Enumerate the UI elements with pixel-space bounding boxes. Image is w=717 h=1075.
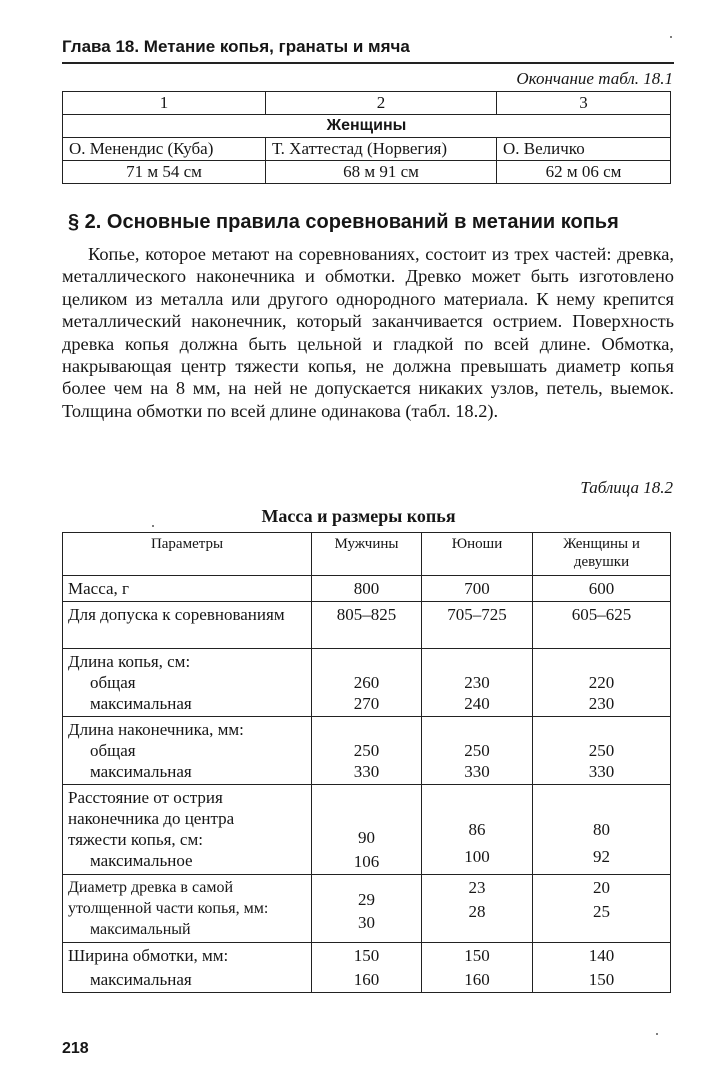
table-row [63, 943, 671, 993]
value: 23 [468, 878, 486, 897]
param-cell [63, 649, 312, 717]
table-group-row [63, 115, 671, 138]
value: 250 [588, 741, 615, 760]
value: 160 [353, 970, 380, 989]
header-cell: Женщины и девушки [533, 533, 671, 576]
table-row [63, 717, 671, 785]
value-cell: 700 [422, 576, 533, 602]
table-title: Масса и размеры копья [261, 506, 456, 526]
param-sublabel: максимальная [90, 762, 192, 781]
athlete-result: 71 м 54 см [63, 161, 266, 184]
value: 270 [353, 694, 380, 713]
value: 90 [358, 828, 375, 847]
value-cell [422, 649, 533, 717]
table-header-row [63, 92, 671, 115]
value: 100 [464, 847, 490, 866]
value-cell [533, 785, 671, 875]
value: 86 [468, 820, 486, 839]
value: 106 [353, 852, 380, 871]
scan-speck [670, 36, 672, 38]
table-row [63, 785, 671, 875]
header-cell: Мужчины [312, 533, 422, 576]
param-label: Ширина обмотки, мм: [68, 946, 229, 965]
table-18-1 [62, 91, 671, 184]
param-sublabel: максимальное [90, 851, 193, 870]
value: 140 [588, 946, 615, 965]
header-cell: Юноши [422, 533, 533, 576]
scan-speck [152, 525, 154, 527]
table-label: Таблица 18.2 [580, 478, 673, 497]
table-18-2 [62, 532, 671, 993]
value: 250 [353, 741, 380, 760]
value-cell [422, 785, 533, 875]
athlete-result: 62 м 06 см [497, 161, 671, 184]
page-number: 218 [62, 1040, 89, 1057]
value: 330 [464, 762, 490, 781]
paragraph-text: Копье, которое метают на соревнованиях, состоит из трех частей: древка, металлического наконечника и обмотки. Древко может быть изготовлено целиком из металла или другого однородного материала. К нему крепится металлический наконечник, который заканчивается острием. Поверхность древка копья должна быть цельной и гладкой по всей длине. Обмотка, накрывающая центр тяжести копья, не должна превышать диаметр копья более чем на 8 мм, на ней не допускается никаких узлов, петель, выемок. Толщина обмотки по всей длине одинакова (табл. 18.2). [62, 244, 674, 421]
param-cell: Масса, г [63, 576, 312, 602]
value: 250 [464, 741, 490, 760]
scan-speck [656, 1033, 658, 1035]
value: 330 [353, 762, 380, 781]
value-cell [533, 717, 671, 785]
param-cell [63, 943, 312, 993]
value-cell [533, 875, 671, 943]
param-sublabel: максимальная [90, 694, 192, 713]
column-number: 2 [266, 92, 497, 115]
param-cell [63, 785, 312, 875]
value: 25 [593, 902, 610, 921]
param-sublabel: максимальный [90, 921, 191, 938]
param-sublabel: общая [90, 741, 136, 760]
value: 330 [588, 762, 615, 781]
param-label: Длина копья, см: [68, 652, 191, 671]
value-cell [422, 943, 533, 993]
table-row [63, 649, 671, 717]
column-number: 3 [497, 92, 671, 115]
table-row [63, 138, 671, 161]
value: 230 [588, 694, 615, 713]
table-row [63, 875, 671, 943]
value-cell: 805–825 [312, 602, 422, 649]
value-cell [422, 875, 533, 943]
value-cell: 800 [312, 576, 422, 602]
param-sublabel: максимальная [90, 970, 192, 989]
value: 92 [593, 847, 610, 866]
value-cell: 705–725 [422, 602, 533, 649]
value: 260 [353, 673, 380, 692]
value-cell: 600 [533, 576, 671, 602]
athlete-name: О. Величко [497, 138, 671, 161]
column-number: 1 [63, 92, 266, 115]
athlete-name: О. Менендис (Куба) [63, 138, 266, 161]
value: 30 [358, 913, 375, 932]
value-cell [422, 717, 533, 785]
body-paragraph [62, 243, 674, 422]
table-row [63, 576, 671, 602]
value-cell [533, 943, 671, 993]
param-cell [63, 717, 312, 785]
param-cell: Для допуска к соревнованиям [63, 602, 312, 649]
param-label: Диаметр древка в самой утолщенной части копья, мм: [68, 879, 269, 917]
header-cell: Параметры [63, 533, 312, 576]
table-row [63, 602, 671, 649]
value-cell [312, 717, 422, 785]
table-continuation-note: Окончание табл. 18.1 [516, 69, 673, 88]
running-head: Глава 18. Метание копья, гранаты и мяча [62, 37, 410, 56]
param-label: Длина наконечника, мм: [68, 720, 244, 739]
value-cell [312, 943, 422, 993]
group-label: Женщины [63, 115, 671, 138]
value: 220 [588, 673, 615, 692]
value-cell [533, 649, 671, 717]
value: 240 [464, 694, 490, 713]
header-rule [62, 62, 674, 64]
value: 150 [464, 946, 490, 965]
value-cell [312, 875, 422, 943]
value: 150 [588, 970, 615, 989]
value-cell [312, 785, 422, 875]
value: 80 [593, 820, 610, 839]
param-cell [63, 875, 312, 943]
table-row [63, 161, 671, 184]
athlete-name: Т. Хаттестад (Норвегия) [266, 138, 497, 161]
table-header-row [63, 533, 671, 576]
value: 20 [593, 878, 610, 897]
athlete-result: 68 м 91 см [266, 161, 497, 184]
value: 150 [353, 946, 380, 965]
section-title: § 2. Основные правила соревнований в метании копья [68, 211, 619, 233]
value-cell [312, 649, 422, 717]
value: 230 [464, 673, 490, 692]
value: 29 [358, 890, 375, 909]
param-label: Расстояние от острия наконечника до центра тяжести копья, см: [68, 788, 235, 849]
value: 28 [468, 902, 486, 921]
value-cell: 605–625 [533, 602, 671, 649]
value: 160 [464, 970, 490, 989]
param-sublabel: общая [90, 673, 136, 692]
